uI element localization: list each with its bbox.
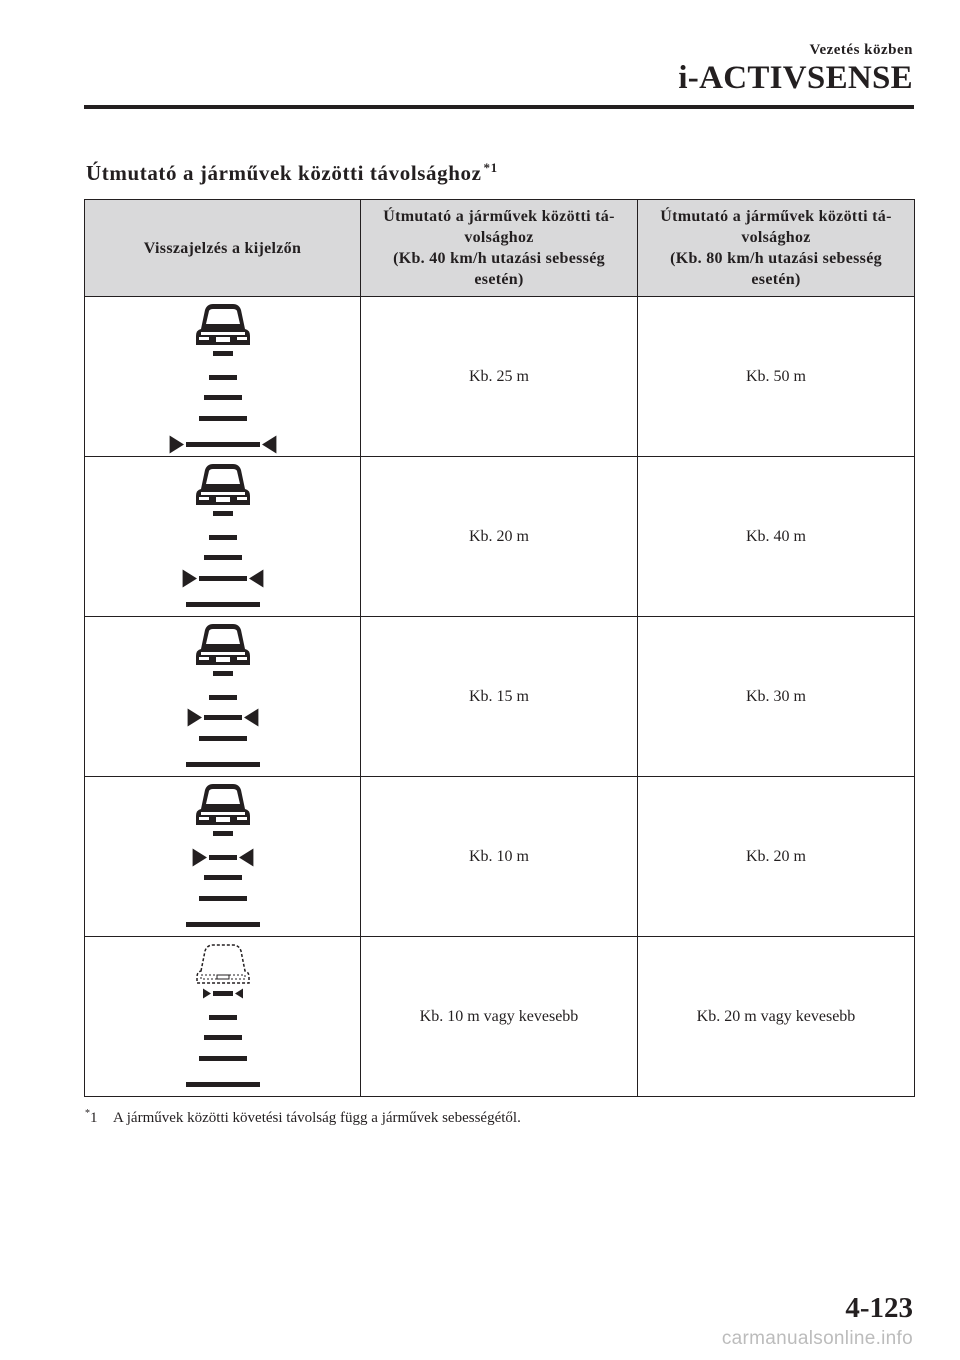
footnote-reference: *1 [483, 160, 498, 175]
table-row [85, 457, 915, 617]
distance-80kmh: Kb. 40 m [638, 457, 915, 617]
distance-level-5-icon [153, 299, 293, 454]
display-indicator-cell [85, 617, 361, 777]
header-40kmh: Útmutató a járművek közötti tá- volsághoz (Kb. 40 km/h utazási sebesség esetén) [361, 200, 638, 297]
distance-40kmh: Kb. 20 m [361, 457, 638, 617]
display-indicator-cell [85, 297, 361, 457]
distance-80kmh: Kb. 30 m [638, 617, 915, 777]
footnote [85, 1108, 521, 1127]
distance-level-2-icon [153, 779, 293, 934]
section-title-text: Útmutató a járművek közötti távolsághoz [86, 161, 482, 185]
distance-40kmh: Kb. 25 m [361, 297, 638, 457]
header-rule [84, 105, 914, 109]
display-indicator-cell [85, 937, 361, 1097]
table-row [85, 777, 915, 937]
table-row [85, 937, 915, 1097]
table-header-row [85, 200, 915, 297]
distance-40kmh: Kb. 10 m [361, 777, 638, 937]
watermark: carmanualsonline.info [721, 1328, 913, 1349]
display-indicator-cell [85, 777, 361, 937]
distance-80kmh: Kb. 20 m [638, 777, 915, 937]
distance-level-4-icon [153, 459, 293, 614]
footnote-text: A járművek közötti követési távolság függ a járművek sebességétől. [113, 1110, 521, 1126]
section-title [86, 160, 498, 186]
header-80kmh: Útmutató a járművek közötti tá- volsághoz (Kb. 80 km/h utazási sebesség esetén) [638, 200, 915, 297]
footnote-mark: * [85, 1108, 90, 1119]
footnote-number: 1 [90, 1110, 98, 1126]
distance-level-3-icon [153, 619, 293, 774]
table-row [85, 617, 915, 777]
distance-80kmh: Kb. 20 m vagy kevesebb [638, 937, 915, 1097]
running-header-section: Vezetés közben [809, 42, 913, 58]
running-header-title: i-ACTIVSENSE [678, 60, 913, 96]
distance-40kmh: Kb. 15 m [361, 617, 638, 777]
page-number: 4-123 [845, 1292, 913, 1324]
distance-level-1-icon [153, 939, 293, 1094]
display-indicator-cell [85, 457, 361, 617]
header-display: Visszajelzés a kijelzőn [85, 200, 361, 297]
distance-80kmh: Kb. 50 m [638, 297, 915, 457]
table-row [85, 297, 915, 457]
distance-guide-table [84, 199, 915, 1097]
distance-40kmh: Kb. 10 m vagy kevesebb [361, 937, 638, 1097]
